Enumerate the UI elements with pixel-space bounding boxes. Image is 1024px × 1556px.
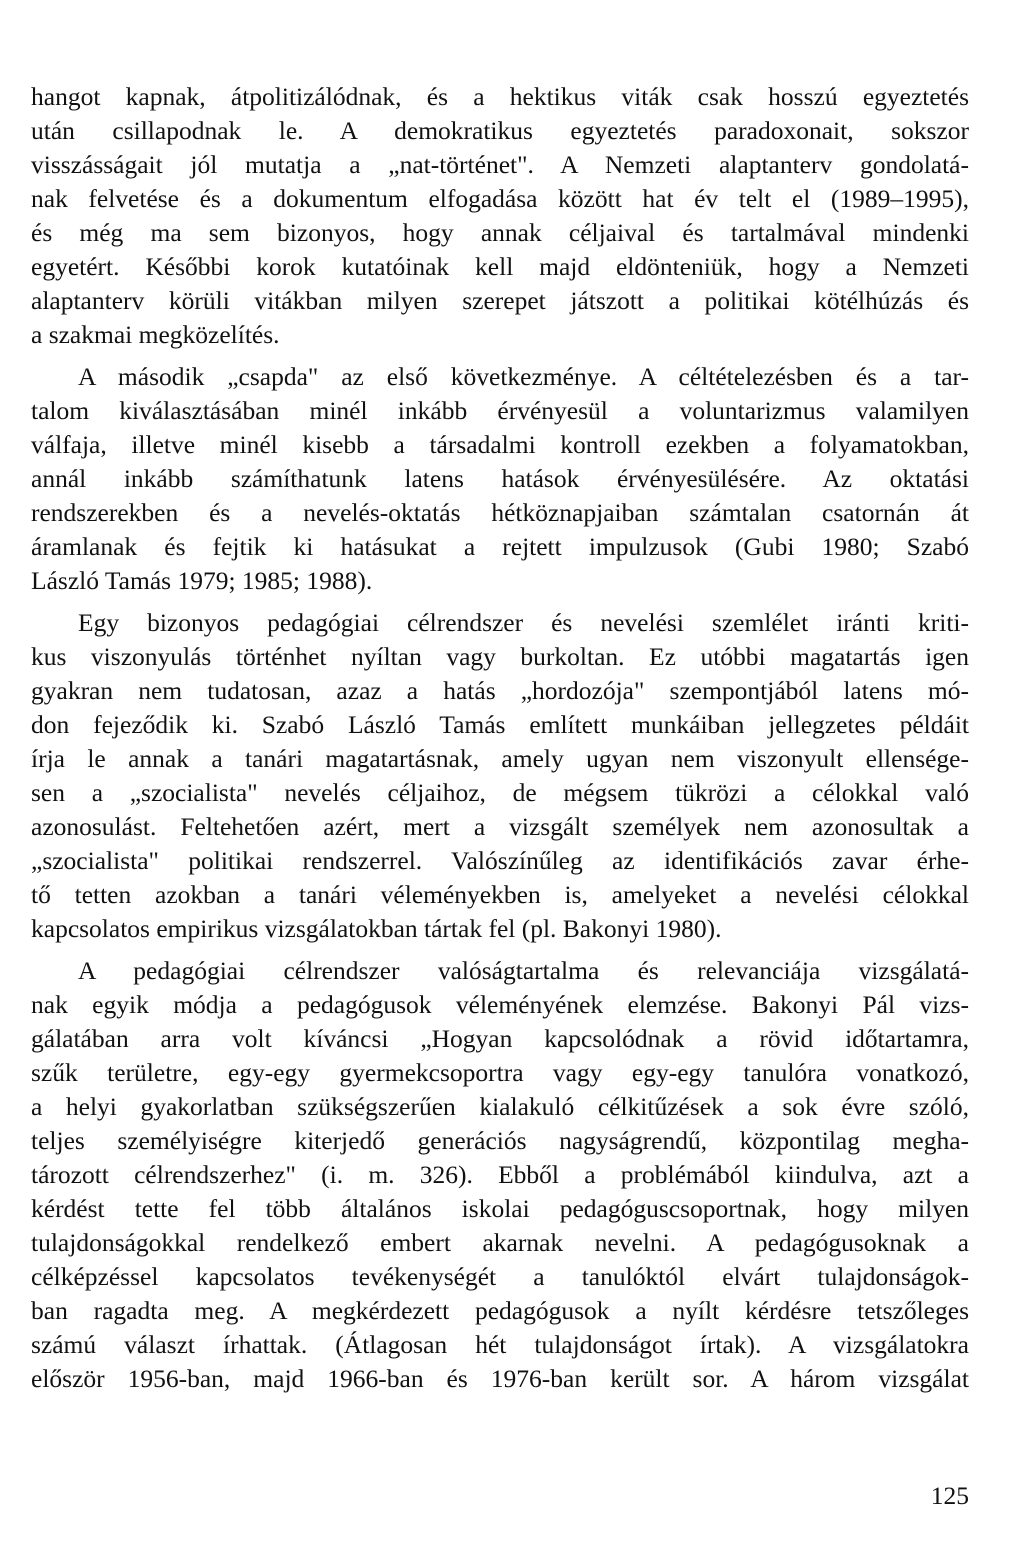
text-line: Egy bizonyos pedagógiai célrendszer és nevelési szemlélet iránti kriti- [78, 608, 969, 637]
text-line: sen a „szocialista" nevelés céljaihoz, de mégsem tükrözi a célokkal való [31, 778, 969, 807]
text-line: annál inkább számíthatunk latens hatások érvényesülésére. Az oktatási [31, 464, 969, 493]
text-line: kus viszonyulás történhet nyíltan vagy burkoltan. Ez utóbbi magatartás igen [31, 642, 969, 671]
text-line: írja le annak a tanári magatartásnak, amely ugyan nem viszonyult ellensége- [31, 744, 969, 773]
page-number: 125 [930, 1481, 969, 1510]
text-line: először 1956-ban, majd 1966-ban és 1976-ban került sor. A három vizsgálat [31, 1364, 969, 1393]
text-line: talom kiválasztásában minél inkább érvényesül a voluntarizmus valamilyen [31, 396, 969, 425]
text-line: „szocialista" politikai rendszerrel. Valószínűleg az identifikációs zavar érhe- [31, 846, 969, 875]
text-line: ban ragadta meg. A megkérdezett pedagógusok a nyílt kérdésre tetszőleges [31, 1296, 969, 1325]
text-line: nak egyik módja a pedagógusok véleményének elemzése. Bakonyi Pál vizs- [31, 990, 969, 1019]
text-line: válfaja, illetve minél kisebb a társadalmi kontroll ezekben a folyamatokban, [31, 430, 969, 459]
text-line: rendszerekben és a nevelés-oktatás hétköznapjaiban számtalan csatornán át [31, 498, 969, 527]
text-line: alaptanterv körüli vitákban milyen szerepet játszott a politikai kötélhúzás és [31, 286, 969, 315]
text-line: azonosulást. Feltehetően azért, mert a vizsgált személyek nem azonosultak a [31, 812, 969, 841]
text-line: hangot kapnak, átpolitizálódnak, és a hektikus viták csak hosszú egyeztetés [31, 82, 969, 111]
text-line: áramlanak és fejtik ki hatásukat a rejtett impulzusok (Gubi 1980; Szabó [31, 532, 969, 561]
text-line: tározott célrendszerhez" (i. m. 326). Ebből a problémából kiindulva, azt a [31, 1160, 969, 1189]
text-line: A második „csapda" az első következménye. A céltételezésben és a tar- [78, 362, 969, 391]
text-line: szűk területre, egy-egy gyermekcsoportra vagy egy-egy tanulóra vonatkozó, [31, 1058, 969, 1087]
text-line: gálatában arra volt kíváncsi „Hogyan kapcsolódnak a rövid időtartamra, [31, 1024, 969, 1053]
text-line: A pedagógiai célrendszer valóságtartalma és relevanciája vizsgálatá- [78, 956, 969, 985]
text-line: nak felvetése és a dokumentum elfogadása között hat év telt el (1989–1995), [31, 184, 969, 213]
text-line: a helyi gyakorlatban szükségszerűen kialakuló célkitűzések a sok évre szóló, [31, 1092, 969, 1121]
text-line: gyakran nem tudatosan, azaz a hatás „hordozója" szempontjából latens mó- [31, 676, 969, 705]
text-line: don fejeződik ki. Szabó László Tamás említett munkáiban jellegzetes példáit [31, 710, 969, 739]
text-line: és még ma sem bizonyos, hogy annak céljaival és tartalmával mindenki [31, 218, 969, 247]
text-line: a szakmai megközelítés. [31, 320, 280, 349]
text-line: László Tamás 1979; 1985; 1988). [31, 566, 373, 595]
text-line: visszásságait jól mutatja a „nat-történet". A Nemzeti alaptanterv gondolatá- [31, 150, 969, 179]
text-line: után csillapodnak le. A demokratikus egyeztetés paradoxonait, sokszor [31, 116, 969, 145]
text-line: tő tetten azokban a tanári véleményekben is, amelyeket a nevelési célokkal [31, 880, 969, 909]
text-line: kérdést tette fel több általános iskolai pedagóguscsoportnak, hogy milyen [31, 1194, 969, 1223]
text-line: kapcsolatos empirikus vizsgálatokban tártak fel (pl. Bakonyi 1980). [31, 914, 722, 943]
text-line: célképzéssel kapcsolatos tevékenységét a tanulóktól elvárt tulajdonságok- [31, 1262, 969, 1291]
text-line: tulajdonságokkal rendelkező embert akarnak nevelni. A pedagógusoknak a [31, 1228, 969, 1257]
text-line: teljes személyiségre kiterjedő generációs nagyságrendű, központilag megha- [31, 1126, 969, 1155]
text-line: számú választ írhattak. (Átlagosan hét tulajdonságot írtak). A vizsgálatokra [31, 1330, 969, 1359]
text-line: egyetért. Későbbi korok kutatóinak kell majd eldönteniük, hogy a Nemzeti [31, 252, 969, 281]
